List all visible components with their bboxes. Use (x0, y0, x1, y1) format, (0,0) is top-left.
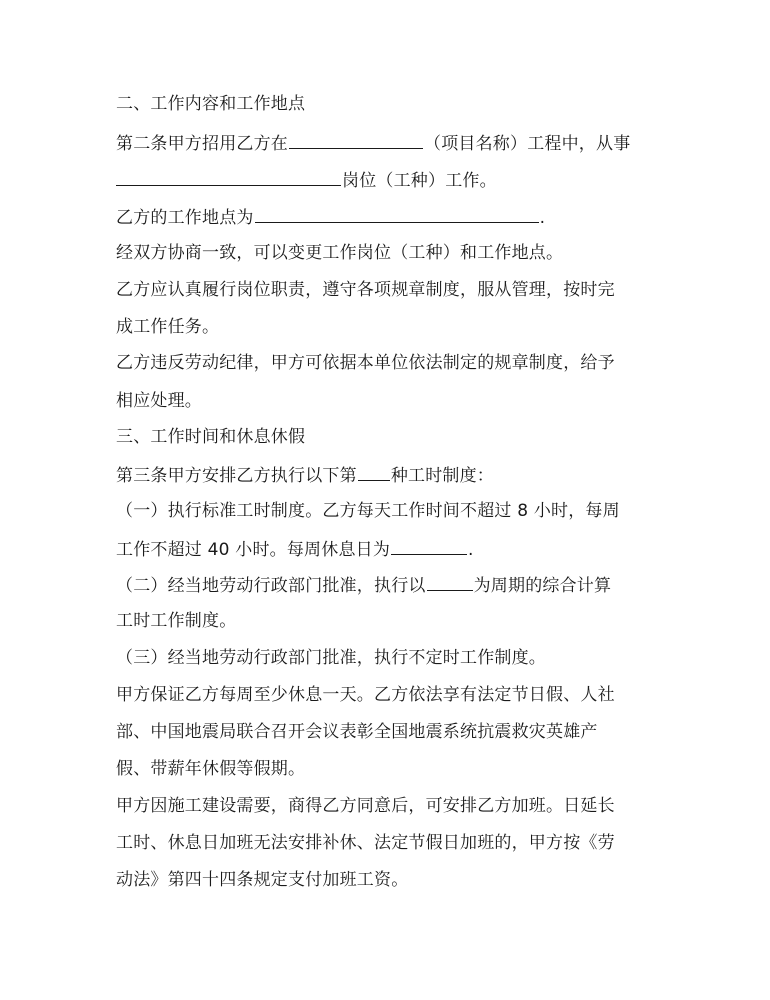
paragraph-line (116, 869, 408, 891)
line-text: 相应处理。 (116, 391, 202, 411)
line-text: 为周期的综合计算 (473, 576, 612, 596)
paragraph-line (116, 463, 494, 487)
line-text: 工作不超过 40 小时。每周休息日为 (116, 540, 391, 560)
paragraph-line (116, 500, 620, 522)
paragraph-line (116, 242, 563, 264)
line-text: （项目名称）工程中，从事 (424, 134, 631, 154)
hours-system-blank (358, 463, 390, 481)
line-text: 甲方因施工建设需要，商得乙方同意后，可安排乙方加班。日延长 (116, 796, 615, 816)
line-text: 工时、休息日加班无法安排补休、法定节假日加班的，甲方按《劳 (116, 833, 615, 853)
rest-day-blank (391, 537, 467, 555)
work-location-blank (255, 205, 539, 223)
line-text: . (539, 208, 546, 228)
paragraph-line (116, 647, 546, 669)
line-text: 乙方应认真履行岗位职责，遵守各项规章制度，服从管理，按时完 (116, 280, 615, 300)
paragraph-line (116, 205, 545, 229)
line-text: 乙方违反劳动纪律，甲方可依据本单位依法制定的规章制度，给予 (116, 353, 615, 373)
paragraph-line (116, 131, 630, 155)
paragraph-line (116, 758, 305, 780)
paragraph-line (116, 610, 236, 632)
paragraph-line (116, 832, 615, 854)
line-text: 第三条甲方安排乙方执行以下第 (116, 466, 357, 486)
line-text: 第二条甲方招用乙方在 (116, 134, 288, 154)
paragraph-line (116, 537, 474, 561)
section-heading (116, 93, 305, 115)
line-text: 假、带薪年休假等假期。 (116, 759, 306, 779)
paragraph-line (116, 684, 615, 706)
line-text: 甲方保证乙方每周至少休息一天。乙方依法享有法定节日假、人社 (116, 685, 615, 705)
paragraph-line (116, 316, 219, 338)
position-blank (116, 168, 341, 186)
line-text: 岗位（工种）工作。 (342, 171, 497, 191)
heading-text: 二、工作内容和工作地点 (116, 94, 306, 114)
cycle-period-blank (427, 573, 473, 591)
line-text: 种工时制度： (390, 466, 495, 486)
paragraph-line (116, 390, 202, 412)
paragraph-line (116, 573, 611, 597)
section-heading (116, 426, 305, 448)
project-name-blank (289, 131, 423, 149)
paragraph-line (116, 168, 497, 192)
paragraph-line (116, 721, 598, 743)
line-text: 部、中国地震局联合召开会议表彰全国地震系统抗震救灾英雄产 (116, 722, 598, 742)
line-text: 成工作任务。 (116, 317, 220, 337)
line-text: 经双方协商一致，可以变更工作岗位（工种）和工作地点。 (116, 243, 564, 263)
paragraph-line (116, 795, 615, 817)
paragraph-line (116, 279, 615, 301)
line-text: 动法》第四十四条规定支付加班工资。 (116, 870, 409, 890)
line-text: （三）经当地劳动行政部门批准，执行不定时工作制度。 (116, 648, 546, 668)
paragraph-line (116, 352, 615, 374)
line-text: （二）经当地劳动行政部门批准，执行以 (116, 576, 426, 596)
line-text: （一）执行标准工时制度。乙方每天工作时间不超过 8 小时，每周 (116, 501, 620, 521)
heading-text: 三、工作时间和休息休假 (116, 427, 306, 447)
line-text: . (468, 540, 474, 560)
line-text: 乙方的工作地点为 (116, 208, 254, 228)
line-text: 工时工作制度。 (116, 611, 237, 631)
